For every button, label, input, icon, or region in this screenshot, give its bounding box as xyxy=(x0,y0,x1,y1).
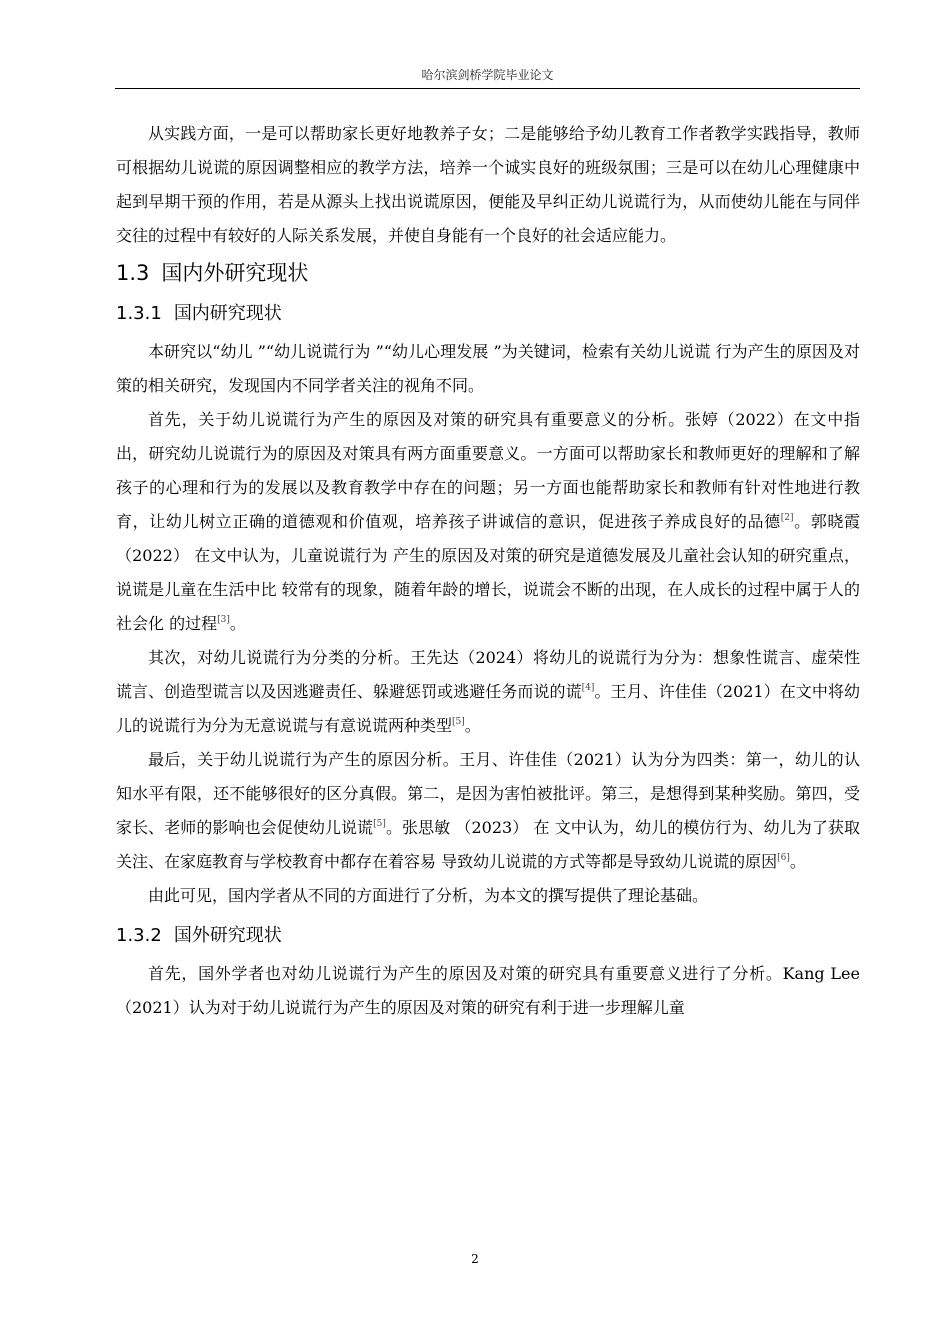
paragraph-practice: 从实践方面，一是可以帮助家长更好地教养子女；二是能够给予幼儿教育工作者教学实践指导，教师可根据幼儿说谎的原因调整相应的教学方法，培养一个诚实良好的班级氛围；三是可以在幼儿心理健康中起到早期干预的作用，若是从源头上找出说谎原因，便能及早纠正幼儿说谎行为，从而使幼儿能在与同伴交往的过程中有较好的人际关系发展，并使自身能有一个良好的社会适应能力。 xyxy=(116,124,860,245)
paragraph-text: 。郭晓霞 （2022） 在文中认为，儿童说谎行为 产生的原因及对策的研究是道德发展及儿童社会认知的研究重点，说谎是儿童在生活中比 较常有的现象，随着年龄的增长，说谎会不断的出现，在人成长的过程中属于人的社会化 的过程 xyxy=(116,512,860,633)
citation-ref: [4] xyxy=(581,683,595,693)
header-divider xyxy=(115,88,860,89)
paragraph-text: 。 xyxy=(789,852,806,871)
section-number: 1.3 xyxy=(116,261,150,285)
paragraph-keywords: 本研究以“幼儿 ”“幼儿说谎行为 ”“幼儿心理发展 ”为关键词，检索有关幼儿说谎 行为产生的原因及对策的相关研究，发现国内不同学者关注的视角不同。 xyxy=(116,342,860,395)
section-heading-1-3 xyxy=(116,255,860,291)
section-heading-1-3-2 xyxy=(116,919,860,953)
section-title: 国外研究现状 xyxy=(173,925,282,946)
section-number: 1.3.1 xyxy=(116,303,162,324)
paragraph-text: 首先，关于幼儿说谎行为产生的原因及对策的研究具有重要意义的分析。张婷（2022）在文中指出，研究幼儿说谎行为的原因及对策具有两方面重要意义。一方面可以帮助家长和教师更好的理解和了解孩子的心理和行为的发展以及教育教学中存在的问题；另一方面也能帮助家长和教师有针对性地进行教育，让幼儿树立正确的道德观和价值观，培养孩子讲诚信的意识，促进孩子养成良好的品德 xyxy=(116,410,860,531)
paragraph-conclusion: 由此可见，国内学者从不同的方面进行了分析，为本文的撰写提供了理论基础。 xyxy=(148,886,709,905)
section-title: 国内外研究现状 xyxy=(161,261,309,285)
citation-ref: [3] xyxy=(217,615,230,625)
paragraph-first xyxy=(116,403,860,641)
paragraph-last xyxy=(116,743,860,879)
page-header: 哈尔滨剑桥学院毕业论文 xyxy=(421,68,554,82)
citation-ref: [2] xyxy=(780,513,794,523)
section-number: 1.3.2 xyxy=(116,925,162,946)
section-heading-1-3-1 xyxy=(116,297,860,331)
paragraph-second xyxy=(116,641,860,743)
page-content xyxy=(116,117,860,1025)
citation-ref: [5] xyxy=(373,819,386,829)
paragraph-text: 。 xyxy=(464,716,481,735)
citation-ref: [6] xyxy=(777,853,790,863)
paragraph-text: 最后，关于幼儿说谎行为产生的原因分析。王月、许佳佳（2021）认为分为四类：第一，幼儿的认知水平有限，还不能够很好的区分真假。第二，是因为害怕被批评。第三，是想得到某种奖励。第四，受家长、老师的影响也会促使幼儿说谎 xyxy=(116,750,860,837)
paragraph-foreign: 首先，国外学者也对幼儿说谎行为产生的原因及对策的研究具有重要意义进行了分析。Kang Lee（2021）认为对于幼儿说谎行为产生的原因及对策的研究有利于进一步理解儿童 xyxy=(116,964,860,1017)
citation-ref: [5] xyxy=(452,717,465,727)
section-title: 国内研究现状 xyxy=(173,303,282,324)
paragraph-text: 。 xyxy=(229,614,246,633)
paragraph-text: 其次，对幼儿说谎行为分类的分析。王先达（2024）将幼儿的说谎行为分为：想象性谎言、虚荣性谎言、创造型谎言以及因逃避责任、躲避惩罚或逃避任务而说的谎 xyxy=(116,648,860,701)
paragraph-text: 。王月、许佳佳（2021）在文中将幼儿的说谎行为分为无意说谎与有意说谎两种类型 xyxy=(116,682,860,735)
paragraph-text: 。张思敏 （2023） 在 文中认为，幼儿的模仿行为、幼儿为了获取关注、在家庭教育与学校教育中都存在着容易 导致幼儿说谎的方式等都是导致幼儿说谎的原因 xyxy=(116,818,860,871)
page-number: 2 xyxy=(471,1252,479,1266)
